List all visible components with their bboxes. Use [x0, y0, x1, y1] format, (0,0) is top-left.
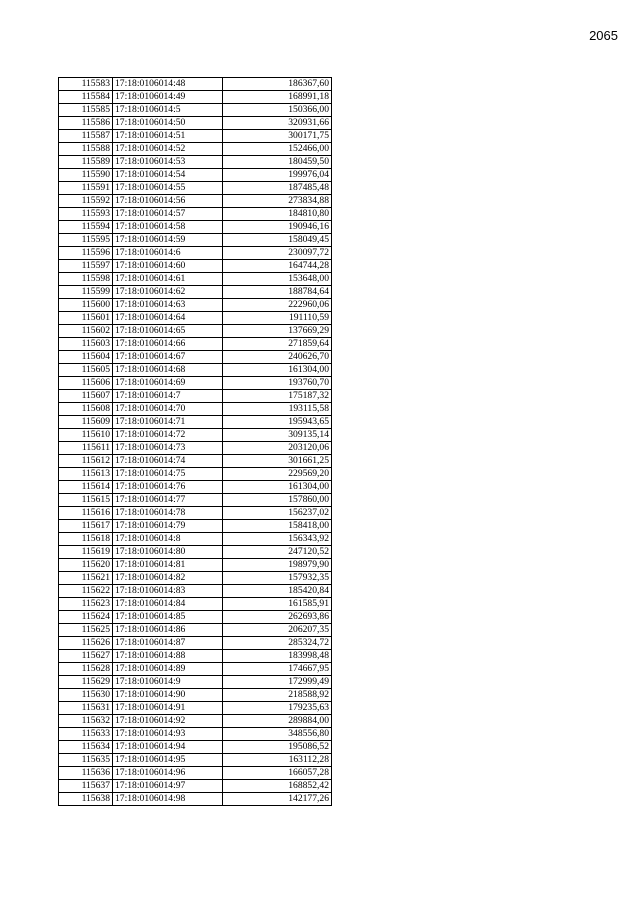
table-row	[59, 533, 332, 546]
table-row	[59, 377, 332, 390]
value-cell: 300171,75	[223, 130, 332, 143]
table-row	[59, 351, 332, 364]
cadastral-number-cell: 17:18:0106014:71	[113, 416, 223, 429]
value-cell: 289884,00	[223, 715, 332, 728]
value-cell: 320931,66	[223, 117, 332, 130]
table-row	[59, 481, 332, 494]
table-row	[59, 143, 332, 156]
value-cell: 262693,86	[223, 611, 332, 624]
table-row	[59, 247, 332, 260]
row-number-cell: 115623	[59, 598, 113, 611]
table-row	[59, 338, 332, 351]
row-number-cell: 115635	[59, 754, 113, 767]
value-cell: 193760,70	[223, 377, 332, 390]
cadastral-number-cell: 17:18:0106014:54	[113, 169, 223, 182]
value-cell: 158418,00	[223, 520, 332, 533]
row-number-cell: 115590	[59, 169, 113, 182]
row-number-cell: 115593	[59, 208, 113, 221]
cadastral-number-cell: 17:18:0106014:58	[113, 221, 223, 234]
table-row	[59, 715, 332, 728]
table-row	[59, 130, 332, 143]
table-row	[59, 598, 332, 611]
cadastral-number-cell: 17:18:0106014:66	[113, 338, 223, 351]
row-number-cell: 115622	[59, 585, 113, 598]
table-row	[59, 793, 332, 806]
cadastral-number-cell: 17:18:0106014:74	[113, 455, 223, 468]
row-number-cell: 115607	[59, 390, 113, 403]
value-cell: 301661,25	[223, 455, 332, 468]
cadastral-number-cell: 17:18:0106014:95	[113, 754, 223, 767]
value-cell: 168852,42	[223, 780, 332, 793]
cadastral-number-cell: 17:18:0106014:70	[113, 403, 223, 416]
row-number-cell: 115627	[59, 650, 113, 663]
table-row	[59, 429, 332, 442]
row-number-cell: 115591	[59, 182, 113, 195]
table-row	[59, 234, 332, 247]
table-row	[59, 650, 332, 663]
value-cell: 285324,72	[223, 637, 332, 650]
value-cell: 218588,92	[223, 689, 332, 702]
row-number-cell: 115603	[59, 338, 113, 351]
value-cell: 199976,04	[223, 169, 332, 182]
cadastral-number-cell: 17:18:0106014:94	[113, 741, 223, 754]
cadastral-number-cell: 17:18:0106014:65	[113, 325, 223, 338]
cadastral-number-cell: 17:18:0106014:98	[113, 793, 223, 806]
cadastral-number-cell: 17:18:0106014:64	[113, 312, 223, 325]
value-cell: 191110,59	[223, 312, 332, 325]
table-row	[59, 182, 332, 195]
value-cell: 186367,60	[223, 78, 332, 91]
value-cell: 195943,65	[223, 416, 332, 429]
table-row	[59, 260, 332, 273]
table-row	[59, 494, 332, 507]
cadastral-number-cell: 17:18:0106014:86	[113, 624, 223, 637]
cadastral-number-cell: 17:18:0106014:93	[113, 728, 223, 741]
table-row	[59, 689, 332, 702]
table-row	[59, 507, 332, 520]
row-number-cell: 115638	[59, 793, 113, 806]
table-row	[59, 117, 332, 130]
table-row	[59, 91, 332, 104]
table-row	[59, 312, 332, 325]
row-number-cell: 115621	[59, 572, 113, 585]
row-number-cell: 115613	[59, 468, 113, 481]
cadastral-number-cell: 17:18:0106014:85	[113, 611, 223, 624]
table-row	[59, 364, 332, 377]
cadastral-number-cell: 17:18:0106014:8	[113, 533, 223, 546]
row-number-cell: 115592	[59, 195, 113, 208]
value-cell: 163112,28	[223, 754, 332, 767]
cadastral-number-cell: 17:18:0106014:6	[113, 247, 223, 260]
cadastral-number-cell: 17:18:0106014:89	[113, 663, 223, 676]
value-cell: 152466,00	[223, 143, 332, 156]
row-number-cell: 115614	[59, 481, 113, 494]
cadastral-number-cell: 17:18:0106014:59	[113, 234, 223, 247]
row-number-cell: 115630	[59, 689, 113, 702]
row-number-cell: 115598	[59, 273, 113, 286]
table-row	[59, 286, 332, 299]
row-number-cell: 115586	[59, 117, 113, 130]
table-row	[59, 221, 332, 234]
cadastral-number-cell: 17:18:0106014:92	[113, 715, 223, 728]
value-cell: 179235,63	[223, 702, 332, 715]
row-number-cell: 115633	[59, 728, 113, 741]
table-body	[59, 78, 332, 806]
cadastral-number-cell: 17:18:0106014:91	[113, 702, 223, 715]
cadastral-number-cell: 17:18:0106014:48	[113, 78, 223, 91]
value-cell: 185420,84	[223, 585, 332, 598]
value-cell: 150366,00	[223, 104, 332, 117]
data-table	[58, 77, 332, 806]
row-number-cell: 115604	[59, 351, 113, 364]
value-cell: 193115,58	[223, 403, 332, 416]
row-number-cell: 115619	[59, 546, 113, 559]
table-row	[59, 559, 332, 572]
table-row	[59, 611, 332, 624]
row-number-cell: 115628	[59, 663, 113, 676]
value-cell: 348556,80	[223, 728, 332, 741]
value-cell: 168991,18	[223, 91, 332, 104]
cadastral-number-cell: 17:18:0106014:77	[113, 494, 223, 507]
row-number-cell: 115637	[59, 780, 113, 793]
table-row	[59, 676, 332, 689]
cadastral-number-cell: 17:18:0106014:96	[113, 767, 223, 780]
cadastral-number-cell: 17:18:0106014:69	[113, 377, 223, 390]
value-cell: 164744,28	[223, 260, 332, 273]
row-number-cell: 115601	[59, 312, 113, 325]
row-number-cell: 115610	[59, 429, 113, 442]
row-number-cell: 115600	[59, 299, 113, 312]
cadastral-number-cell: 17:18:0106014:60	[113, 260, 223, 273]
cadastral-number-cell: 17:18:0106014:82	[113, 572, 223, 585]
row-number-cell: 115597	[59, 260, 113, 273]
value-cell: 161585,91	[223, 598, 332, 611]
value-cell: 229569,20	[223, 468, 332, 481]
row-number-cell: 115624	[59, 611, 113, 624]
row-number-cell: 115631	[59, 702, 113, 715]
value-cell: 187485,48	[223, 182, 332, 195]
table-row	[59, 325, 332, 338]
row-number-cell: 115595	[59, 234, 113, 247]
row-number-cell: 115615	[59, 494, 113, 507]
table-row	[59, 637, 332, 650]
row-number-cell: 115602	[59, 325, 113, 338]
cadastral-number-cell: 17:18:0106014:73	[113, 442, 223, 455]
row-number-cell: 115626	[59, 637, 113, 650]
table-row	[59, 390, 332, 403]
cadastral-number-cell: 17:18:0106014:51	[113, 130, 223, 143]
table-row	[59, 663, 332, 676]
cadastral-number-cell: 17:18:0106014:76	[113, 481, 223, 494]
value-cell: 161304,00	[223, 481, 332, 494]
cadastral-number-cell: 17:18:0106014:68	[113, 364, 223, 377]
row-number-cell: 115634	[59, 741, 113, 754]
table-row	[59, 403, 332, 416]
cadastral-number-cell: 17:18:0106014:49	[113, 91, 223, 104]
table-row	[59, 741, 332, 754]
table-row	[59, 455, 332, 468]
row-number-cell: 115611	[59, 442, 113, 455]
value-cell: 222960,06	[223, 299, 332, 312]
value-cell: 195086,52	[223, 741, 332, 754]
cadastral-number-cell: 17:18:0106014:61	[113, 273, 223, 286]
value-cell: 247120,52	[223, 546, 332, 559]
cadastral-number-cell: 17:18:0106014:57	[113, 208, 223, 221]
cadastral-number-cell: 17:18:0106014:84	[113, 598, 223, 611]
value-cell: 271859,64	[223, 338, 332, 351]
table-row	[59, 546, 332, 559]
cadastral-number-cell: 17:18:0106014:80	[113, 546, 223, 559]
row-number-cell: 115584	[59, 91, 113, 104]
cadastral-number-cell: 17:18:0106014:90	[113, 689, 223, 702]
row-number-cell: 115617	[59, 520, 113, 533]
value-cell: 156343,92	[223, 533, 332, 546]
row-number-cell: 115608	[59, 403, 113, 416]
cadastral-number-cell: 17:18:0106014:79	[113, 520, 223, 533]
table-row	[59, 195, 332, 208]
row-number-cell: 115632	[59, 715, 113, 728]
cadastral-number-cell: 17:18:0106014:83	[113, 585, 223, 598]
value-cell: 183998,48	[223, 650, 332, 663]
row-number-cell: 115594	[59, 221, 113, 234]
row-number-cell: 115589	[59, 156, 113, 169]
value-cell: 190946,16	[223, 221, 332, 234]
cadastral-number-cell: 17:18:0106014:72	[113, 429, 223, 442]
cadastral-number-cell: 17:18:0106014:50	[113, 117, 223, 130]
row-number-cell: 115599	[59, 286, 113, 299]
value-cell: 273834,88	[223, 195, 332, 208]
value-cell: 180459,50	[223, 156, 332, 169]
cadastral-number-cell: 17:18:0106014:9	[113, 676, 223, 689]
table-row	[59, 572, 332, 585]
table-row	[59, 728, 332, 741]
table-row	[59, 299, 332, 312]
value-cell: 156237,02	[223, 507, 332, 520]
cadastral-number-cell: 17:18:0106014:78	[113, 507, 223, 520]
row-number-cell: 115596	[59, 247, 113, 260]
value-cell: 230097,72	[223, 247, 332, 260]
row-number-cell: 115585	[59, 104, 113, 117]
value-cell: 166057,28	[223, 767, 332, 780]
table-row	[59, 702, 332, 715]
value-cell: 206207,35	[223, 624, 332, 637]
value-cell: 203120,06	[223, 442, 332, 455]
cadastral-number-cell: 17:18:0106014:62	[113, 286, 223, 299]
row-number-cell: 115625	[59, 624, 113, 637]
row-number-cell: 115588	[59, 143, 113, 156]
value-cell: 153648,00	[223, 273, 332, 286]
cadastral-number-cell: 17:18:0106014:55	[113, 182, 223, 195]
value-cell: 161304,00	[223, 364, 332, 377]
table-row	[59, 416, 332, 429]
row-number-cell: 115606	[59, 377, 113, 390]
value-cell: 198979,90	[223, 559, 332, 572]
table-row	[59, 104, 332, 117]
cadastral-number-cell: 17:18:0106014:7	[113, 390, 223, 403]
row-number-cell: 115612	[59, 455, 113, 468]
row-number-cell: 115620	[59, 559, 113, 572]
value-cell: 240626,70	[223, 351, 332, 364]
table-row	[59, 585, 332, 598]
cadastral-number-cell: 17:18:0106014:81	[113, 559, 223, 572]
cadastral-number-cell: 17:18:0106014:97	[113, 780, 223, 793]
cadastral-number-cell: 17:18:0106014:63	[113, 299, 223, 312]
cadastral-number-cell: 17:18:0106014:56	[113, 195, 223, 208]
value-cell: 158049,45	[223, 234, 332, 247]
row-number-cell: 115636	[59, 767, 113, 780]
cadastral-number-cell: 17:18:0106014:53	[113, 156, 223, 169]
table-row	[59, 520, 332, 533]
value-cell: 157932,35	[223, 572, 332, 585]
table-row	[59, 442, 332, 455]
table-row	[59, 208, 332, 221]
row-number-cell: 115605	[59, 364, 113, 377]
table-row	[59, 754, 332, 767]
value-cell: 188784,64	[223, 286, 332, 299]
row-number-cell: 115587	[59, 130, 113, 143]
row-number-cell: 115629	[59, 676, 113, 689]
value-cell: 142177,26	[223, 793, 332, 806]
row-number-cell: 115618	[59, 533, 113, 546]
table-row	[59, 468, 332, 481]
value-cell: 184810,80	[223, 208, 332, 221]
cadastral-number-cell: 17:18:0106014:5	[113, 104, 223, 117]
row-number-cell: 115616	[59, 507, 113, 520]
value-cell: 172999,49	[223, 676, 332, 689]
cadastral-number-cell: 17:18:0106014:88	[113, 650, 223, 663]
table-row	[59, 767, 332, 780]
value-cell: 137669,29	[223, 325, 332, 338]
table-row	[59, 624, 332, 637]
table-row	[59, 169, 332, 182]
value-cell: 174667,95	[223, 663, 332, 676]
table-row	[59, 156, 332, 169]
table-row	[59, 78, 332, 91]
page-number: 2065	[589, 28, 618, 43]
cadastral-number-cell: 17:18:0106014:75	[113, 468, 223, 481]
cadastral-number-cell: 17:18:0106014:52	[113, 143, 223, 156]
cadastral-number-cell: 17:18:0106014:87	[113, 637, 223, 650]
value-cell: 175187,32	[223, 390, 332, 403]
row-number-cell: 115583	[59, 78, 113, 91]
table-row	[59, 780, 332, 793]
value-cell: 309135,14	[223, 429, 332, 442]
cadastral-number-cell: 17:18:0106014:67	[113, 351, 223, 364]
table-row	[59, 273, 332, 286]
value-cell: 157860,00	[223, 494, 332, 507]
row-number-cell: 115609	[59, 416, 113, 429]
